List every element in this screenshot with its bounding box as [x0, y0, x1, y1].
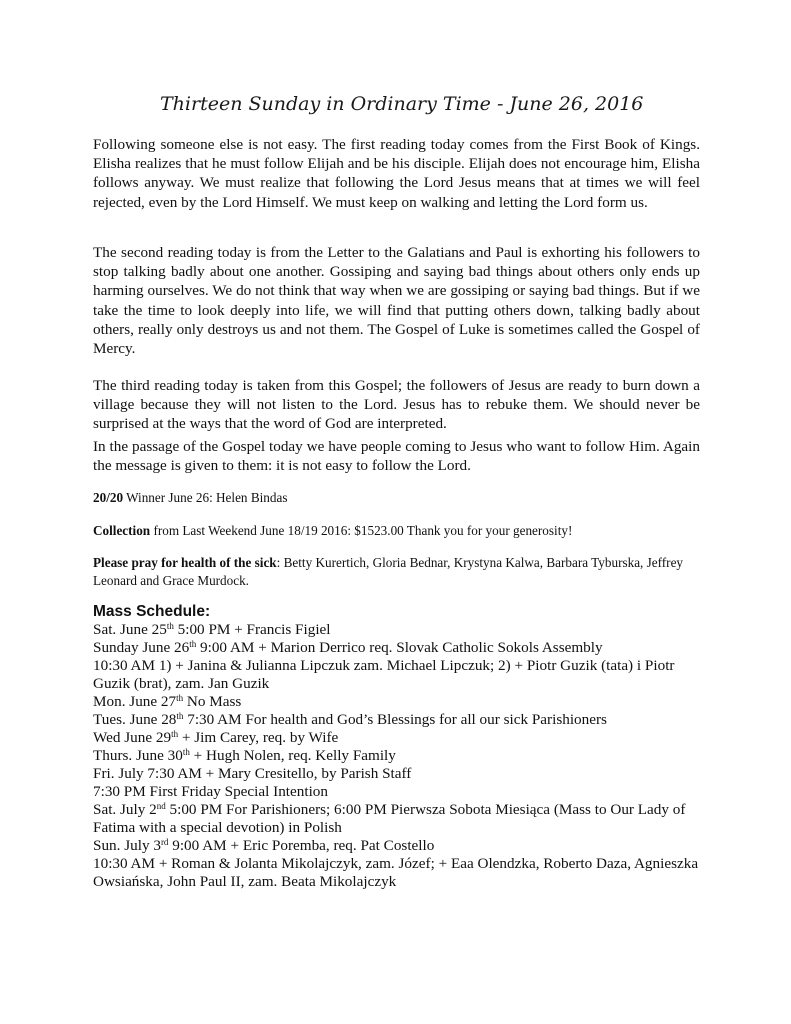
schedule-line: 10:30 AM 1) + Janina & Julianna Lipczuk zam. Michael Lipczuk; 2) + Piotr Guzik (tata) i Piotr Guzik (brat), zam. Jan Guzik [93, 657, 675, 692]
paragraph-first-reading: Following someone else is not easy. The first reading today comes from the First Book of Kings. Elisha realizes that he must follow Elijah and be his disciple. Elijah does not encourage him, Elisha follows anyway. We must realize that following the Lord Jesus means that at times we will feel rejected, even by the Lord Himself. We must keep on walking and letting the Lord form us. [93, 136, 700, 211]
mass-schedule-list [93, 621, 713, 891]
schedule-line: 7:30 PM First Friday Special Intention [93, 783, 328, 800]
paragraph-gospel-passage: In the passage of the Gospel today we have people coming to Jesus who want to follow Him. Again the message is given to them: it is not easy to follow the Lord. [93, 438, 700, 475]
schedule-line: Thurs. June 30th + Hugh Nolen, req. Kelly Family [93, 747, 396, 764]
schedule-line: Sunday June 26th 9:00 AM + Marion Derrico req. Slovak Catholic Sokols Assembly [93, 639, 603, 656]
mass-schedule-heading: Mass Schedule: [93, 603, 211, 620]
collection-note [93, 522, 700, 540]
prayer-label: Please pray for health of the sick [93, 555, 277, 570]
schedule-line: Sat. June 25th 5:00 PM + Francis Figiel [93, 621, 331, 638]
schedule-line: Sun. July 3rd 9:00 AM + Eric Poremba, req. Pat Costello [93, 837, 435, 854]
winner-label: 20/20 [93, 490, 124, 505]
prayer-note [93, 554, 700, 589]
schedule-line: 10:30 AM + Roman & Jolanta Mikolajczyk, zam. Józef; + Eaa Olendzka, Roberto Daza, Agnieszka Owsiańska, John Paul II, zam. Beata Mikolajczyk [93, 855, 699, 890]
schedule-line: Sat. July 2nd 5:00 PM For Parishioners; 6:00 PM Pierwsza Sobota Miesiąca (Mass to Our Lady of Fatima with a special devotion) in Polish [93, 801, 686, 836]
winner-note [93, 489, 700, 507]
schedule-line: Tues. June 28th 7:30 AM For health and God’s Blessings for all our sick Parishioners [93, 711, 607, 728]
paragraph-second-reading: The second reading today is from the Letter to the Galatians and Paul is exhorting his followers to stop talking badly about one another. Gossiping and saying bad things about others only ends up harming ourselves. We do not think that way when we are gossiping or saying bad things. But if we take the time to look deeply into life, we will find that putting others down, talking badly about others, really only destroys us and not them. The Gospel of Luke is sometimes called the Gospel of Mercy. [93, 244, 700, 358]
prayer-text: : Betty Kurertich, Gloria Bednar, Krystyna Kalwa, Barbara Tyburska, Jeffrey Leonard and Grace Murdock. [93, 555, 684, 588]
page-title: Thirteen Sunday in Ordinary Time - June 26, 2016 [160, 93, 644, 115]
schedule-line: Mon. June 27th No Mass [93, 693, 242, 710]
paragraph-third-reading: The third reading today is taken from this Gospel; the followers of Jesus are ready to burn down a village because they will not listen to the Lord. Jesus has to rebuke them. We should never be surprised at the ways that the word of God are interpreted. [93, 377, 700, 433]
collection-text: from Last Weekend June 18/19 2016: $1523.00 Thank you for your generosity! [150, 523, 573, 538]
winner-text: Winner June 26: Helen Bindas [123, 490, 288, 505]
schedule-line: Fri. July 7:30 AM + Mary Cresitello, by Parish Staff [93, 765, 412, 782]
collection-label: Collection [93, 523, 151, 538]
schedule-line: Wed June 29th + Jim Carey, req. by Wife [93, 729, 339, 746]
